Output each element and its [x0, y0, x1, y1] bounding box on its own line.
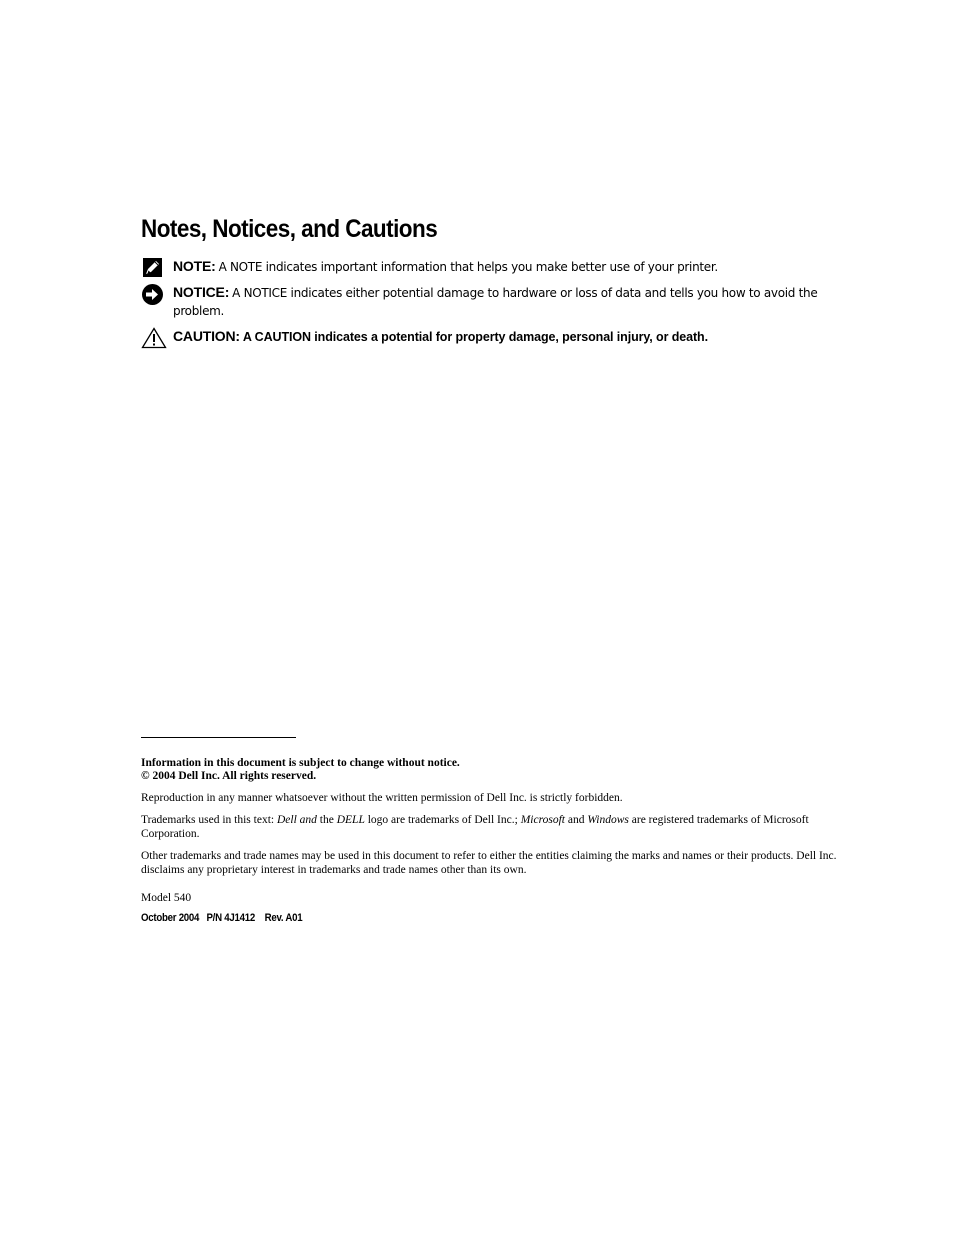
note-body: A NOTE indicates important information that helps you make better use of your printer.: [218, 260, 718, 274]
reproduction-notice: Reproduction in any manner whatsoever without the written permission of Dell Inc. is strictly forbidden.: [141, 792, 623, 804]
trademarks-notice: [141, 813, 846, 841]
trademarks-text-2: the: [316, 814, 337, 826]
trademark-dell: Dell and: [276, 814, 317, 826]
page-title: Notes, Notices, and Cautions: [141, 215, 438, 243]
warning-triangle-icon: [141, 327, 165, 349]
copyright-line: © 2004 Dell Inc. All rights reserved.: [141, 770, 317, 782]
note-label: NOTE:: [173, 258, 216, 274]
trademark-microsoft: Microsoft: [520, 814, 565, 826]
model-number: Model 540: [141, 892, 192, 904]
other-trademarks-notice: Other trademarks and trade names may be used in this document to refer to either the entities claiming the marks and names or their products. Dell Inc. disclaims any proprietary interest in trademarks and trade names other than its own.: [141, 850, 837, 876]
trademarks-text-4: and: [564, 814, 588, 826]
trademark-windows: Windows: [587, 814, 629, 826]
change-notice: Information in this document is subject to change without notice.: [141, 757, 460, 769]
arrow-circle-icon: [141, 283, 165, 305]
caution-label: CAUTION:: [173, 328, 240, 344]
notice-text: [173, 283, 853, 320]
note-text: [173, 257, 853, 276]
trademarks-text-5: are registered trademarks of Microsoft Corporation.: [141, 814, 809, 840]
pencil-note-icon: [141, 257, 165, 279]
notice-label: NOTICE:: [173, 284, 230, 300]
trademarks-text-1: Trademarks used in this text:: [141, 814, 277, 826]
notice-body: A NOTICE indicates either potential damage to hardware or loss of data and tells you how to avoid the problem.: [173, 286, 818, 318]
footnote-divider: [141, 737, 296, 738]
trademark-dell-logo: DELL: [336, 814, 365, 826]
trademarks-text-3: logo are trademarks of Dell Inc.;: [364, 814, 521, 826]
caution-text: [173, 327, 853, 346]
date-part-number-revision: October 2004 P/N 4J1412 Rev. A01: [141, 912, 303, 924]
caution-body: A CAUTION indicates a potential for property damage, personal injury, or death.: [242, 330, 708, 344]
